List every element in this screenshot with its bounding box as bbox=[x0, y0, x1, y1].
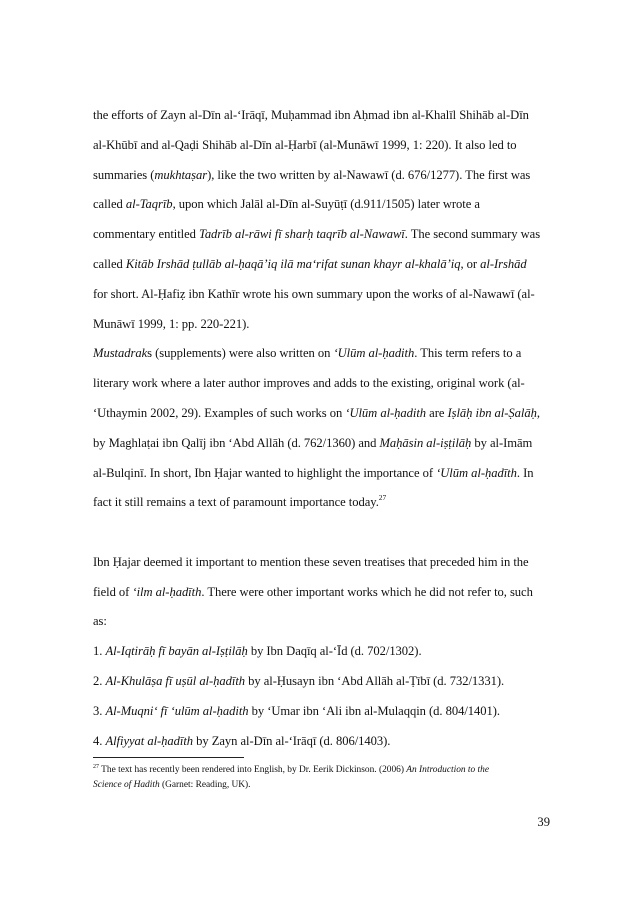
footnote-divider bbox=[93, 757, 244, 758]
italic-term: ‘ilm al-ḥadīth bbox=[132, 584, 202, 599]
text-line: the efforts of Zayn al-Dīn al-‘Irāqī, Muḥammad ibn Aḥmad ibn al-Khalīl Shihāb al-Dīn bbox=[93, 108, 529, 122]
italic-term: ‘Ulūm al-ḥadīth bbox=[436, 465, 517, 480]
text-line: al-Bulqinī. In short, Ibn Ḥajar wanted to highlight the importance of ‘Ulūm al-ḥadīth. In bbox=[93, 465, 534, 480]
text-line: Ibn Ḥajar deemed it important to mention these seven treatises that preceded him in the bbox=[93, 554, 529, 569]
italic-title: Al-Khulāṣa fī uṣūl al-ḥadīth bbox=[105, 674, 246, 689]
footnote-line: Science of Hadith (Garnet: Reading, UK). bbox=[93, 780, 251, 790]
footnote-number: 27 bbox=[93, 764, 99, 770]
footnote-title: An Introduction to the bbox=[406, 765, 490, 775]
text-line: ‘Uthaymin 2002, 29). Examples of such works on ‘Ulūm al-ḥadith are Iṣlāḥ ibn al-Ṣalāḥ, bbox=[93, 405, 540, 420]
list-item: 4. Alfiyyat al-ḥadīth by Zayn al-Dīn al-‘Irāqī (d. 806/1403). bbox=[93, 733, 391, 748]
footnote-title: Science of Hadith bbox=[93, 780, 160, 790]
italic-title: Iṣlāḥ ibn al-Ṣalāḥ bbox=[447, 405, 537, 420]
text-line: as: bbox=[93, 614, 107, 629]
text-line: al-Khūbī and al-Qaḍi Shihāb al-Dīn al-Ḥarbī (al-Munāwī 1999, 1: 220). It also led to bbox=[93, 137, 517, 152]
italic-title: al-Taqrīb bbox=[125, 197, 173, 212]
italic-title: Al-Iqtirāḥ fī bayān al-Iṣṭilāḥ bbox=[105, 644, 248, 659]
footnote-reference: 27 bbox=[378, 493, 387, 503]
text-line: fact it still remains a text of paramount importance today.$^{27}$ bbox=[93, 493, 387, 510]
text-line: by Maghlaṭai ibn Qalīj ibn ‘Abd Allāh (d. 762/1360) and Maḥāsin al-iṣṭilāḥ by al-Imām bbox=[93, 435, 533, 450]
italic-title: Tadrīb al-rāwi fī sharḥ taqrīb al-Nawawī bbox=[199, 227, 405, 242]
text-line: summaries (mukhtaṣar), like the two written by al-Nawawī (d. 676/1277). The first was bbox=[93, 167, 531, 182]
italic-title: al-Irshād bbox=[480, 256, 527, 271]
italic-term: Mustadrak bbox=[93, 346, 148, 361]
text-line: literary work where a later author improves and adds to the existing, original work (al- bbox=[93, 376, 525, 391]
italic-title: Maḥāsin al-iṣṭilāḥ bbox=[379, 435, 472, 450]
italic-term: ‘Ulūm al-ḥadith bbox=[333, 346, 415, 361]
text-line: called al-Taqrīb, upon which Jalāl al-Dīn al-Suyūṭī (d.911/1505) later wrote a bbox=[93, 197, 480, 212]
italic-title: Kitāb Irshād ṭullāb al-ḥaqā’iq ilā ma‘rifat sunan khayr al-khalā’iq bbox=[125, 256, 461, 271]
text-line: for short. Al-Ḥafiẓ ibn Kathīr wrote his own summary upon the works of al-Nawawī (al- bbox=[93, 286, 535, 301]
italic-title: Al-Muqni‘ fī ‘ulūm al-ḥadith bbox=[105, 703, 249, 718]
italic-term: mukhtaṣar bbox=[154, 167, 208, 182]
footnote bbox=[93, 763, 553, 793]
italic-title: Alfiyyat al-ḥadīth bbox=[105, 733, 194, 748]
text-line: Mustadraks (supplements) were also written on ‘Ulūm al-ḥadith. This term refers to a bbox=[93, 346, 522, 361]
text-line: commentary entitled Tadrīb al-rāwi fī sharḥ taqrīb al-Nawawī. The second summary was bbox=[93, 227, 541, 242]
footnote-line: $^{27}$ The text has recently been rendered into English, by Dr. Eerik Dickinson. (2006) An Introduction to the bbox=[93, 764, 490, 775]
italic-term: ‘Ulūm al-ḥadith bbox=[345, 405, 427, 420]
text-line: Munāwī 1999, 1: pp. 220-221). bbox=[93, 316, 250, 331]
text-line: field of ‘ilm al-ḥadīth. There were other important works which he did not refer to, such bbox=[93, 584, 533, 599]
list-item: 1. Al-Iqtirāḥ fī bayān al-Iṣṭilāḥ by Ibn Daqīq al-‘Īd (d. 702/1302). bbox=[93, 644, 422, 659]
text-line: called Kitāb Irshād ṭullāb al-ḥaqā’iq ilā ma‘rifat sunan khayr al-khalā’iq, or al-Irshād bbox=[93, 256, 527, 271]
body-text bbox=[93, 107, 545, 749]
page-number: 39 bbox=[537, 815, 550, 829]
list-item: 2. Al-Khulāṣa fī uṣūl al-ḥadīth by al-Ḥusayn ibn ‘Abd Allāh al-Ṭībī (d. 732/1331). bbox=[93, 674, 505, 689]
list-item: 3. Al-Muqni‘ fī ‘ulūm al-ḥadith by ‘Umar ibn ‘Ali ibn al-Mulaqqin (d. 804/1401). bbox=[93, 703, 501, 718]
